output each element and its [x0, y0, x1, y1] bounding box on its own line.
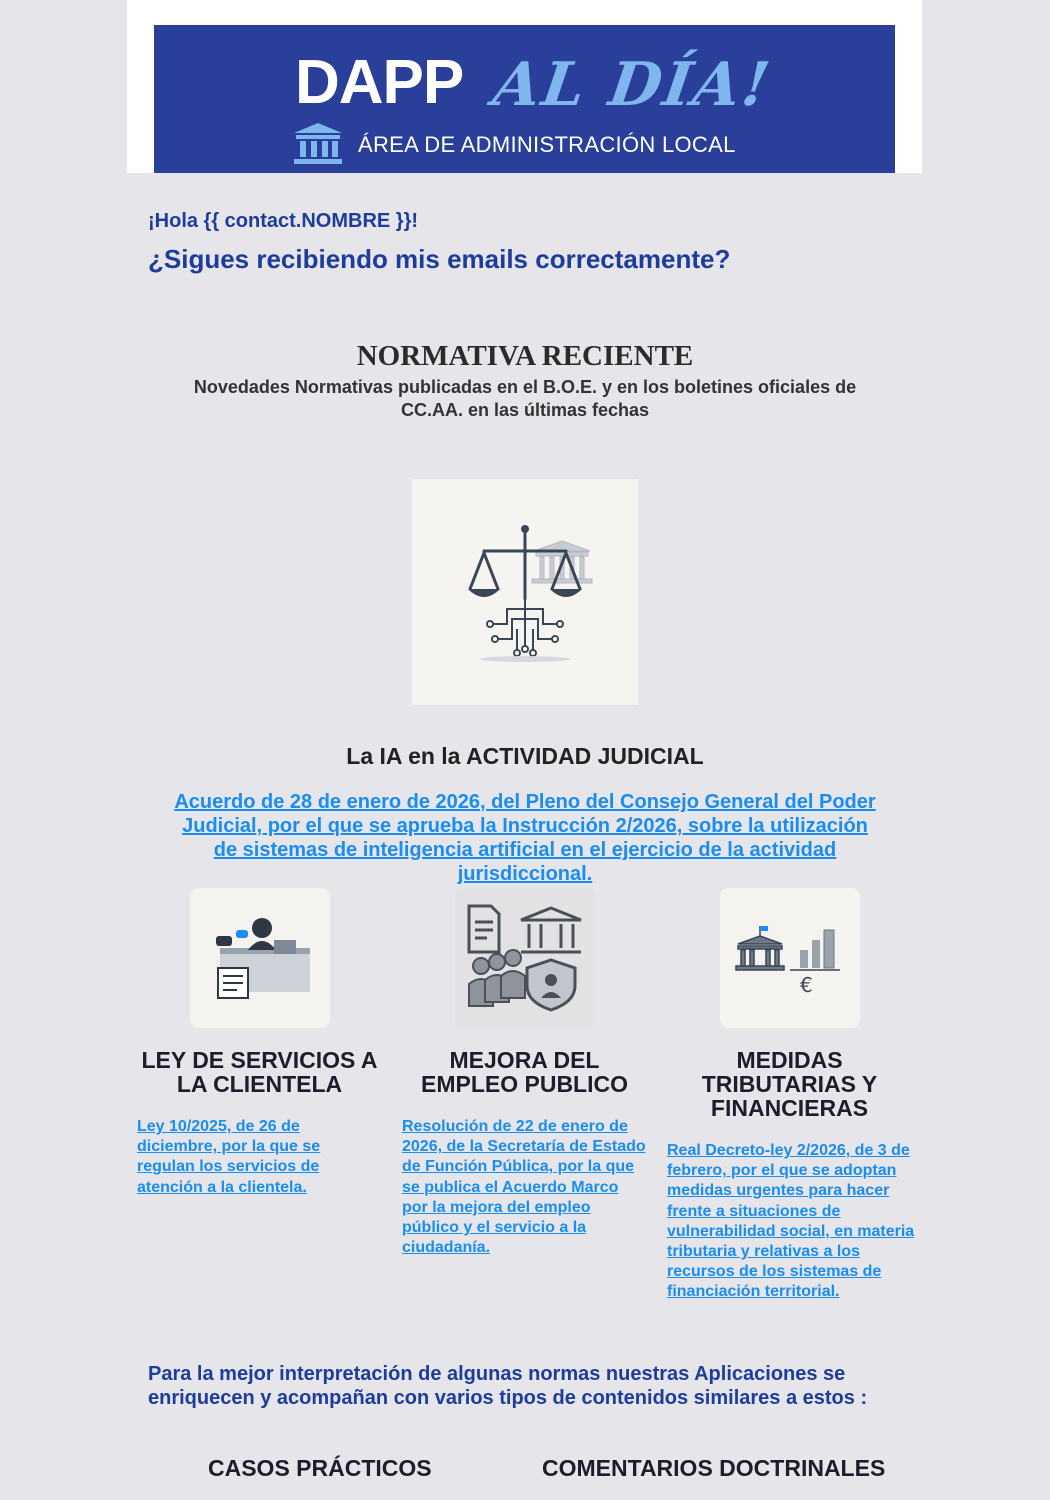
card-image-tributarias — [720, 888, 860, 1028]
footer-tag-comentarios: COMENTARIOS DOCTRINALES — [542, 1455, 886, 1481]
area-label: ÁREA DE ADMINISTRACIÓN LOCAL — [358, 132, 736, 157]
footer-tag-casos: CASOS PRÁCTICOS — [208, 1455, 432, 1481]
card-image-empleo — [455, 888, 595, 1028]
card-link-tributarias[interactable]: Real Decreto-ley 2/2026, de 3 de febrero, por el que se adoptan medidas urgentes para hacer frente a situaciones de vulnerabilidad social, en materia tributaria y relativas a los recursos de los sistemas de financiación territorial. — [667, 1142, 915, 1301]
svg-text:€: € — [800, 973, 813, 997]
email-header — [127, 0, 922, 173]
question-text: ¿Sigues recibiendo mis emails correctamente? — [148, 244, 731, 274]
footer-text: Para la mejor interpretación de algunas normas nuestras Aplicaciones se enriquecen y acompañan con varios tipos de contenidos similares a estos : — [148, 1363, 868, 1409]
public-employment-icon — [455, 888, 595, 1028]
card-title-clientela: LEY DE SERVICIOS A LA CLIENTELA — [141, 1047, 378, 1097]
section-title: NORMATIVA RECIENTE — [356, 340, 694, 372]
customer-service-icon — [190, 888, 330, 1028]
institution-building-icon — [292, 121, 344, 167]
scales-circuit-icon — [412, 479, 638, 705]
card-link-clientela[interactable]: Ley 10/2025, de 26 de diciembre, por la que se regulan los servicios de atención a la clientela. — [137, 1118, 321, 1196]
tax-finance-icon — [720, 888, 860, 1028]
card-link-empleo[interactable]: Resolución de 22 de enero de 2026, de la Secretaría de Estado de Función Pública, por la que se publica el Acuerdo Marco por la mejora del empleo público y el servicio a la ciudadanía. — [402, 1118, 646, 1257]
brand-banner — [154, 25, 895, 173]
section-subtitle: Novedades Normativas publicadas en el B.O.E. y en los boletines oficiales de CC.AA. en las últimas fechas — [193, 377, 857, 420]
featured-law-link[interactable]: Acuerdo de 28 de enero de 2026, del Pleno del Consejo General del Poder Judicial, por el que se aprueba la Instrucción 2/2026, sobre la utilización de sistemas de inteligencia artificial en el ejercicio de la actividad jurisdiccional. — [174, 791, 876, 885]
card-image-clientela — [190, 888, 330, 1028]
greeting-text: ¡Hola {{ contact.NOMBRE }}! — [148, 210, 419, 232]
featured-heading: La IA en la ACTIVIDAD JUDICIAL — [346, 743, 704, 769]
featured-image — [412, 479, 638, 705]
card-title-empleo: MEJORA DEL EMPLEO PUBLICO — [420, 1047, 628, 1097]
brand-logo-main: DAPP — [295, 48, 464, 117]
brand-logo-accent: AL DÍA! — [489, 50, 776, 120]
card-title-tributarias: MEDIDAS TRIBUTARIAS Y FINANCIERAS — [701, 1047, 878, 1121]
